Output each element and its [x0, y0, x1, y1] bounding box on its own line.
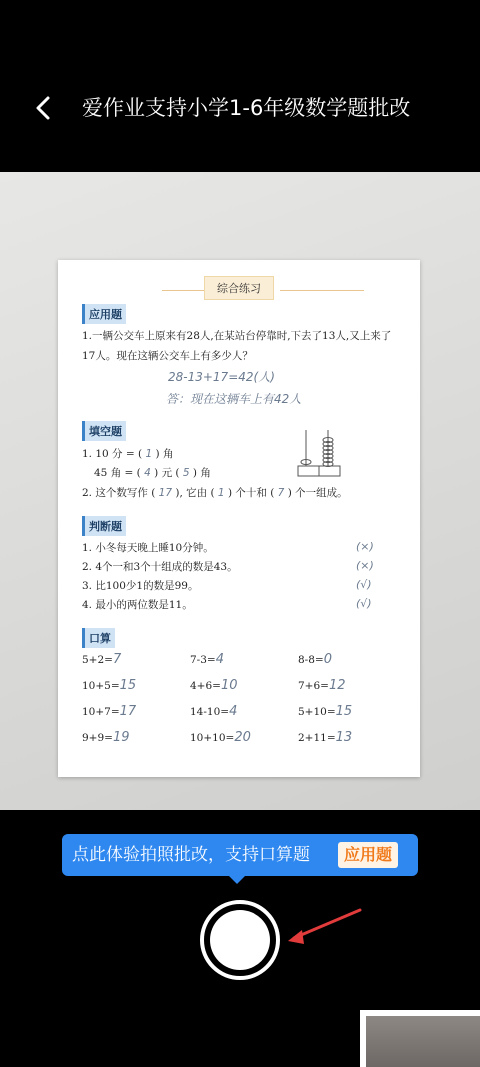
back-icon[interactable]: [30, 92, 58, 124]
oral-item: 7-3=4: [190, 652, 224, 667]
oral-item: 4+6=10: [190, 678, 238, 693]
section-applied: 应用题: [82, 304, 126, 324]
pointer-arrow-icon: [280, 900, 370, 950]
oral-item: 10+10=20: [190, 730, 251, 745]
oral-item: 9+9=19: [82, 730, 130, 745]
abacus-icon: [296, 426, 342, 480]
oral-item: 7+6=12: [298, 678, 346, 693]
judge-mark: (√): [356, 597, 372, 610]
gallery-thumbnail[interactable]: [360, 1010, 480, 1067]
oral-item: 5+10=15: [298, 704, 353, 719]
question-line: 1.一辆公交车上原来有28人,在某站台停靠时,下去了13人,又上来了: [82, 330, 392, 342]
oral-item: 10+5=15: [82, 678, 137, 693]
worksheet-banner: 综合练习: [204, 276, 274, 300]
oral-item: 14-10=4: [190, 704, 238, 719]
tip-bubble[interactable]: [62, 834, 418, 876]
top-bar: [0, 0, 480, 172]
judge-mark: (√): [356, 578, 372, 591]
fill-line: 45 角 = ( 4 ) 元 ( 5 ) 角: [94, 467, 211, 479]
oral-item: 8-8=0: [298, 652, 332, 667]
section-judge: 判断题: [82, 516, 126, 536]
judge-mark: (×): [356, 540, 374, 553]
judge-text: 1. 小冬每天晚上睡10分钟。: [82, 542, 214, 554]
fill-line: 2. 这个数写作 ( 17 ), 它由 ( 1 ) 个十和 ( 7 ) 个一组成。: [82, 487, 348, 499]
judge-text: 2. 4个一和3个十组成的数是43。: [82, 561, 238, 573]
handwritten-answer: 答：现在这辆车上有42人: [166, 392, 302, 406]
judge-mark: (×): [356, 559, 374, 572]
section-oral: 口算: [82, 628, 115, 648]
oral-item: 5+2=7: [82, 652, 122, 667]
thumbnail-image: [366, 1016, 480, 1067]
judge-text: 3. 比100少1的数是99。: [82, 580, 199, 592]
judge-text: 4. 最小的两位数是11。: [82, 599, 193, 611]
worksheet-sample: [58, 260, 420, 777]
handwritten-answer: 28-13+17=42(人): [168, 370, 275, 384]
oral-item: 2+11=13: [298, 730, 353, 745]
oral-item: 10+7=17: [82, 704, 137, 719]
shutter-inner: [210, 910, 270, 970]
question-line: 17人。现在这辆公交车上有多少人？: [82, 350, 253, 362]
section-fill: 填空题: [82, 421, 126, 441]
page-title: 爱作业支持小学1-6年级数学题批改: [82, 96, 411, 120]
fill-line: 1. 10 分 = ( 1 ) 角: [82, 448, 174, 460]
tip-tag: 应用题: [338, 842, 398, 868]
tip-text: 点此体验拍照批改，支持口算题: [72, 845, 310, 865]
camera-preview: [0, 172, 480, 810]
shutter-button[interactable]: [200, 900, 280, 980]
